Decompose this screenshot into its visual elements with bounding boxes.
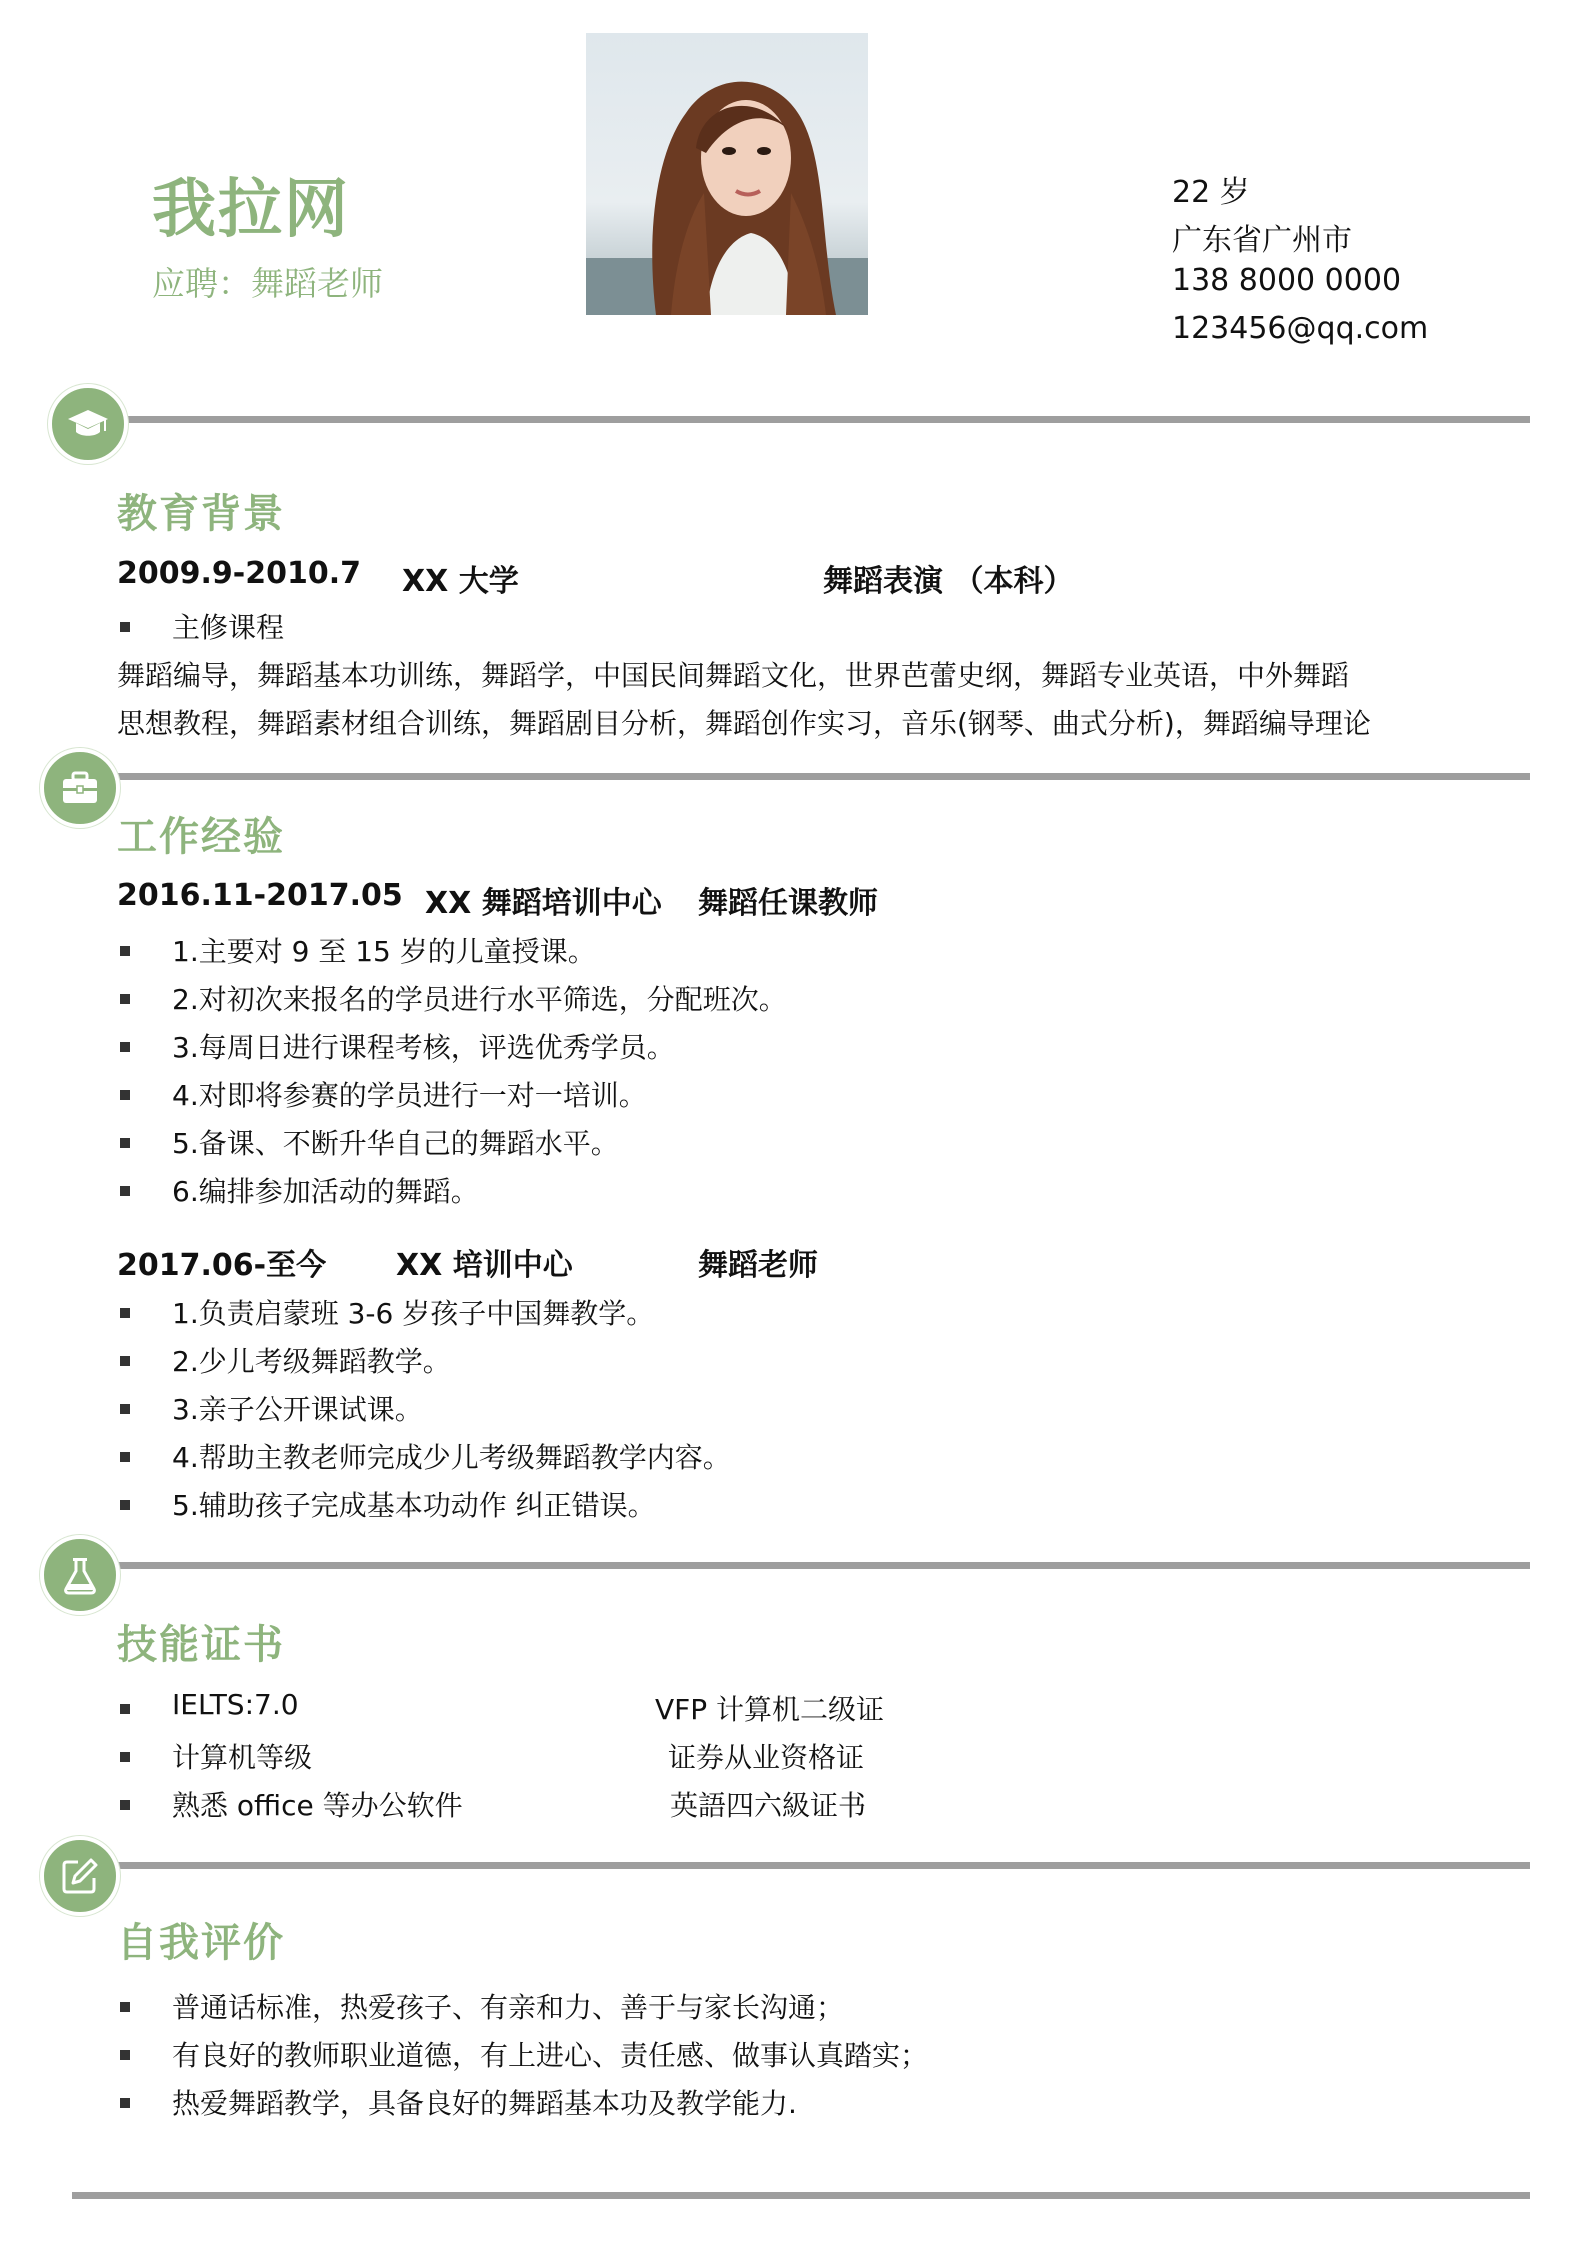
work-badge <box>40 748 120 828</box>
bullet-icon <box>120 2050 130 2060</box>
education-school: XX 大学 <box>402 564 519 599</box>
job-1-role: 舞蹈任课教师 <box>698 886 878 921</box>
self-eval-badge <box>40 1836 120 1916</box>
work-title: 工作经验 <box>117 814 285 860</box>
bullet-icon <box>120 2098 130 2108</box>
duty-text: 1.负责启蒙班 3-6 岁孩子中国舞教学。 <box>172 1297 655 1330</box>
bullet-icon <box>120 1452 130 1462</box>
bullet-icon <box>120 1042 130 1052</box>
edit-icon <box>58 1854 102 1898</box>
skill-text: 计算机等级 <box>172 1741 313 1774</box>
duty-text: 6.编排参加活动的舞蹈。 <box>172 1175 479 1208</box>
job-1-company: XX 舞蹈培训中心 <box>425 886 662 921</box>
contact-location: 广东省广州市 <box>1172 223 1352 258</box>
bullet-icon <box>120 622 130 632</box>
flask-icon <box>58 1553 102 1597</box>
bullet-icon <box>120 1186 130 1196</box>
contact-email: 123456@qq.com <box>1172 311 1429 346</box>
applied-position: 应聘：舞蹈老师 <box>152 264 383 303</box>
courses-line-2: 思想教程，舞蹈素材组合训练，舞蹈剧目分析，舞蹈创作实习，音乐(钢琴、曲式分析)，舞蹈编导理论 <box>117 707 1371 740</box>
skills-title: 技能证书 <box>117 1622 285 1668</box>
bullet-icon <box>120 1308 130 1318</box>
candidate-name: 我拉网 <box>152 173 350 247</box>
evaluation-text: 普通话标准，热爱孩子、有亲和力、善于与家长沟通； <box>172 1991 845 2024</box>
bullet-icon <box>120 1752 130 1762</box>
skill-text: 英語四六級证书 <box>670 1789 867 1822</box>
education-title: 教育背景 <box>117 491 285 537</box>
bullet-icon <box>120 1800 130 1810</box>
duty-text: 4.对即将参赛的学员进行一对一培训。 <box>172 1079 647 1112</box>
skill-text: 证券从业资格证 <box>668 1741 865 1774</box>
duty-text: 2.少儿考级舞蹈教学。 <box>172 1345 451 1378</box>
job-1-dates: 2016.11-2017.05 <box>117 878 403 913</box>
graduation-cap-icon <box>66 402 110 446</box>
bullet-icon <box>120 1500 130 1510</box>
job-2-dates: 2017.06-至今 <box>117 1248 327 1283</box>
briefcase-icon <box>58 766 102 810</box>
courses-line-1: 舞蹈编导，舞蹈基本功训练，舞蹈学，中国民间舞蹈文化，世界芭蕾史纲，舞蹈专业英语，中外舞蹈 <box>117 659 1350 692</box>
duty-text: 1.主要对 9 至 15 岁的儿童授课。 <box>172 935 596 968</box>
section-divider <box>88 1862 1530 1869</box>
profile-photo <box>586 33 868 315</box>
bullet-icon <box>120 946 130 956</box>
self-eval-title: 自我评价 <box>117 1920 285 1966</box>
section-divider <box>88 773 1530 780</box>
contact-phone: 138 8000 0000 <box>1172 263 1402 298</box>
duty-text: 3.亲子公开课试课。 <box>172 1393 423 1426</box>
education-dates: 2009.9-2010.7 <box>117 556 361 591</box>
contact-age: 22 岁 <box>1172 175 1250 210</box>
skill-text: VFP 计算机二级证 <box>655 1693 885 1726</box>
bullet-icon <box>120 1704 130 1714</box>
duty-text: 2.对初次来报名的学员进行水平筛选，分配班次。 <box>172 983 787 1016</box>
skill-text: IELTS:7.0 <box>172 1688 299 1721</box>
duty-text: 5.备课、不断升华自己的舞蹈水平。 <box>172 1127 619 1160</box>
education-badge <box>48 384 128 464</box>
bullet-icon <box>120 1404 130 1414</box>
bullet-icon <box>120 994 130 1004</box>
duty-text: 4.帮助主教老师完成少儿考级舞蹈教学内容。 <box>172 1441 731 1474</box>
bullet-icon <box>120 1356 130 1366</box>
evaluation-text: 有良好的教师职业道德，有上进心、责任感、做事认真踏实； <box>172 2039 929 2072</box>
job-2-role: 舞蹈老师 <box>698 1248 818 1283</box>
education-major: 舞蹈表演 （本科） <box>823 564 1074 599</box>
skill-text: 熟悉 office 等办公软件 <box>172 1789 463 1822</box>
duty-text: 3.每周日进行课程考核，评选优秀学员。 <box>172 1031 675 1064</box>
duty-text: 5.辅助孩子完成基本功动作 纠正错误。 <box>172 1489 656 1522</box>
bullet-icon <box>120 2002 130 2012</box>
course-label: 主修课程 <box>172 611 285 644</box>
bullet-icon <box>120 1090 130 1100</box>
job-2-company: XX 培训中心 <box>396 1248 573 1283</box>
section-divider <box>88 416 1530 423</box>
footer-divider <box>72 2192 1530 2199</box>
evaluation-text: 热爱舞蹈教学，具备良好的舞蹈基本功及教学能力. <box>172 2087 797 2120</box>
skills-badge <box>40 1535 120 1615</box>
section-divider <box>88 1562 1530 1569</box>
bullet-icon <box>120 1138 130 1148</box>
